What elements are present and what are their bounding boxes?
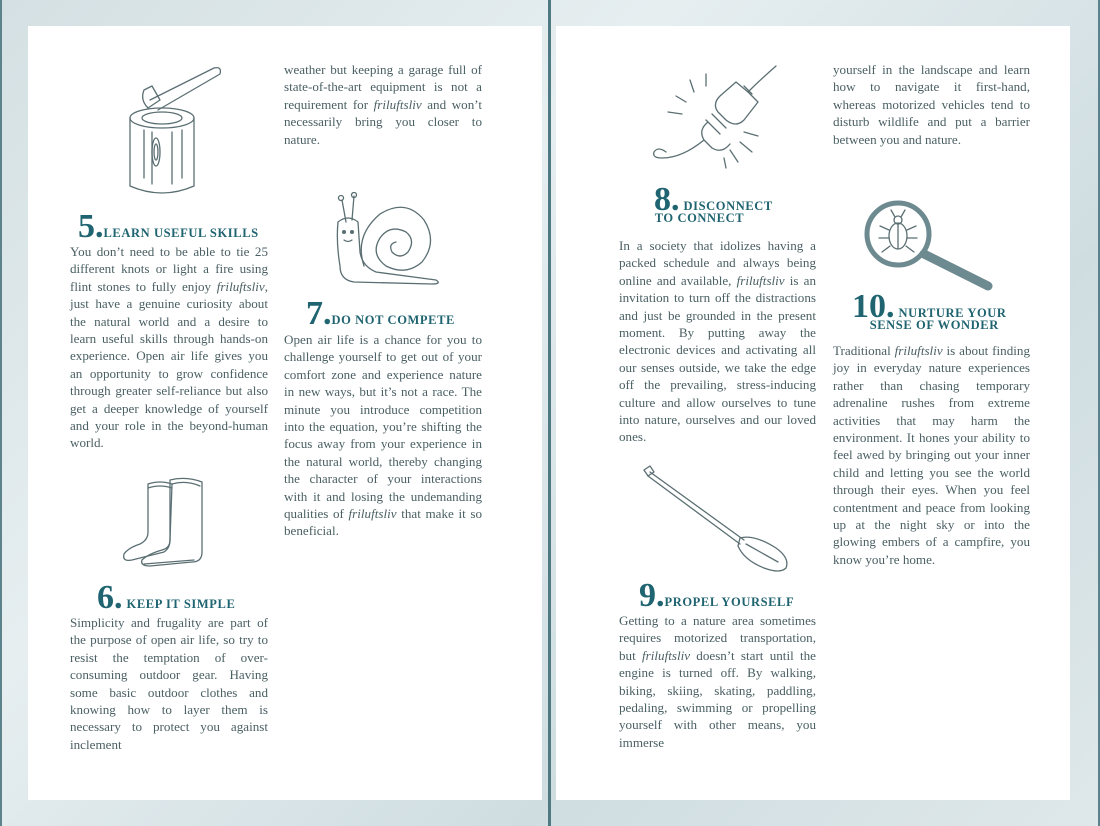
section-title-line1: NURTURE YOUR xyxy=(898,306,1007,320)
boots-icon xyxy=(120,476,216,572)
book-spine xyxy=(548,0,551,826)
section-7-heading: 7.DO NOT COMPETE xyxy=(306,295,455,332)
section-title: PROPEL YOURSELF xyxy=(664,595,795,609)
section-number: 8 xyxy=(654,181,671,218)
section-5-body: You don’t need to be able to tie 25 different knots or light a fire using flint stones to fully enjoy friluftsliv, just have a genuine curiosity about the natural world and a desire to learn useful skills through hands-on experience. Open air life gives you an opportunity to grow confidence through greater self-reliance but also get a deeper knowledge of yourself and your role in the beyond-human world. xyxy=(70,244,268,451)
section-title-line2: SENSE OF WONDER xyxy=(869,318,999,332)
section-number: 9 xyxy=(639,577,656,614)
section-title: KEEP IT SIMPLE xyxy=(126,597,236,611)
section-number: 7 xyxy=(306,295,323,332)
section-8-body: In a society that idolizes having a packed schedule and always being online and available, friluftsliv is an invitation to turn off the distractions and just be grounded in the present moment. By putting away the electronic devices and activating all our senses outside, we take the edge off the prevailing, stress-inducing culture and allow ourselves to tune into nature, ourselves and our loved ones. xyxy=(619,238,817,445)
magnifier-beetle-icon xyxy=(862,198,998,292)
section-number: 5 xyxy=(78,208,95,245)
section-10-body: Traditional friluftsliv is about finding joy in everyday nature experiences rather than chasing temporary adrenaline rushes from extreme activities that may harm the environment. It hones your ability to feel awed by bringing out your inner child and letting you see the world through their eyes. When you feel contentment and peace from looking up at the night sky or into the glowing embers of a campfire, you know you’re home. xyxy=(833,343,1030,567)
section-9-continued: yourself in the landscape and learn how to navigate it first-hand, whereas motorized vehicles tend to disturb wildlife and put a barrier between you and nature. xyxy=(833,62,1030,147)
section-9-heading: 9.PROPEL YOURSELF xyxy=(639,577,795,614)
section-number: 6 xyxy=(97,579,114,616)
section-title-line1: DISCONNECT xyxy=(683,199,773,213)
section-title-line2: TO CONNECT xyxy=(654,211,745,225)
section-number: 10 xyxy=(852,288,886,325)
section-6-body: Simplicity and frugality are part of the purpose of open air life, so try to resist the temptation of over-consuming outdoor gear. Having some basic outdoor clothes and knowing how to layer them is necessary to protect you against inclement xyxy=(70,615,268,752)
section-9-body: Getting to a nature area sometimes requires motorized transportation, but friluftsliv doesn’t start until the engine is turned off. By walking, biking, skiing, skating, paddling, pedaling, swimming or propelling yourself with other means, you immerse xyxy=(619,613,816,750)
paddle-icon xyxy=(640,464,792,576)
axe-stump-icon xyxy=(122,60,232,198)
plug-icon xyxy=(648,62,784,174)
section-title: DO NOT COMPETE xyxy=(331,313,455,327)
section-6-heading: 6. KEEP IT SIMPLE xyxy=(97,579,236,616)
section-8-heading: 8. DISCONNECT TO CONNECT xyxy=(654,181,773,226)
section-7-body: Open air life is a chance for you to challenge yourself to get out of your comfort zone and experience nature in new ways, but it’s not a race. The minute you introduce competition into the equation, you’re shifting the focus away from your experience in the natural world, thereby changing the character of your interactions with it and losing the undemanding qualities of friluftsliv that make it so beneficial. xyxy=(284,332,482,539)
section-5-heading: 5.LEARN USEFUL SKILLS xyxy=(78,208,259,245)
section-10-heading: 10. NURTURE YOUR SENSE OF WONDER xyxy=(852,288,1007,332)
section-title: LEARN USEFUL SKILLS xyxy=(103,226,259,240)
book-edge-left xyxy=(0,0,2,826)
section-6-continued: weather but keeping a garage full of state-of-the-art equipment is not a requirement for friluftsliv and won’t necessarily bring you closer to nature. xyxy=(284,62,483,147)
snail-icon xyxy=(328,192,444,288)
